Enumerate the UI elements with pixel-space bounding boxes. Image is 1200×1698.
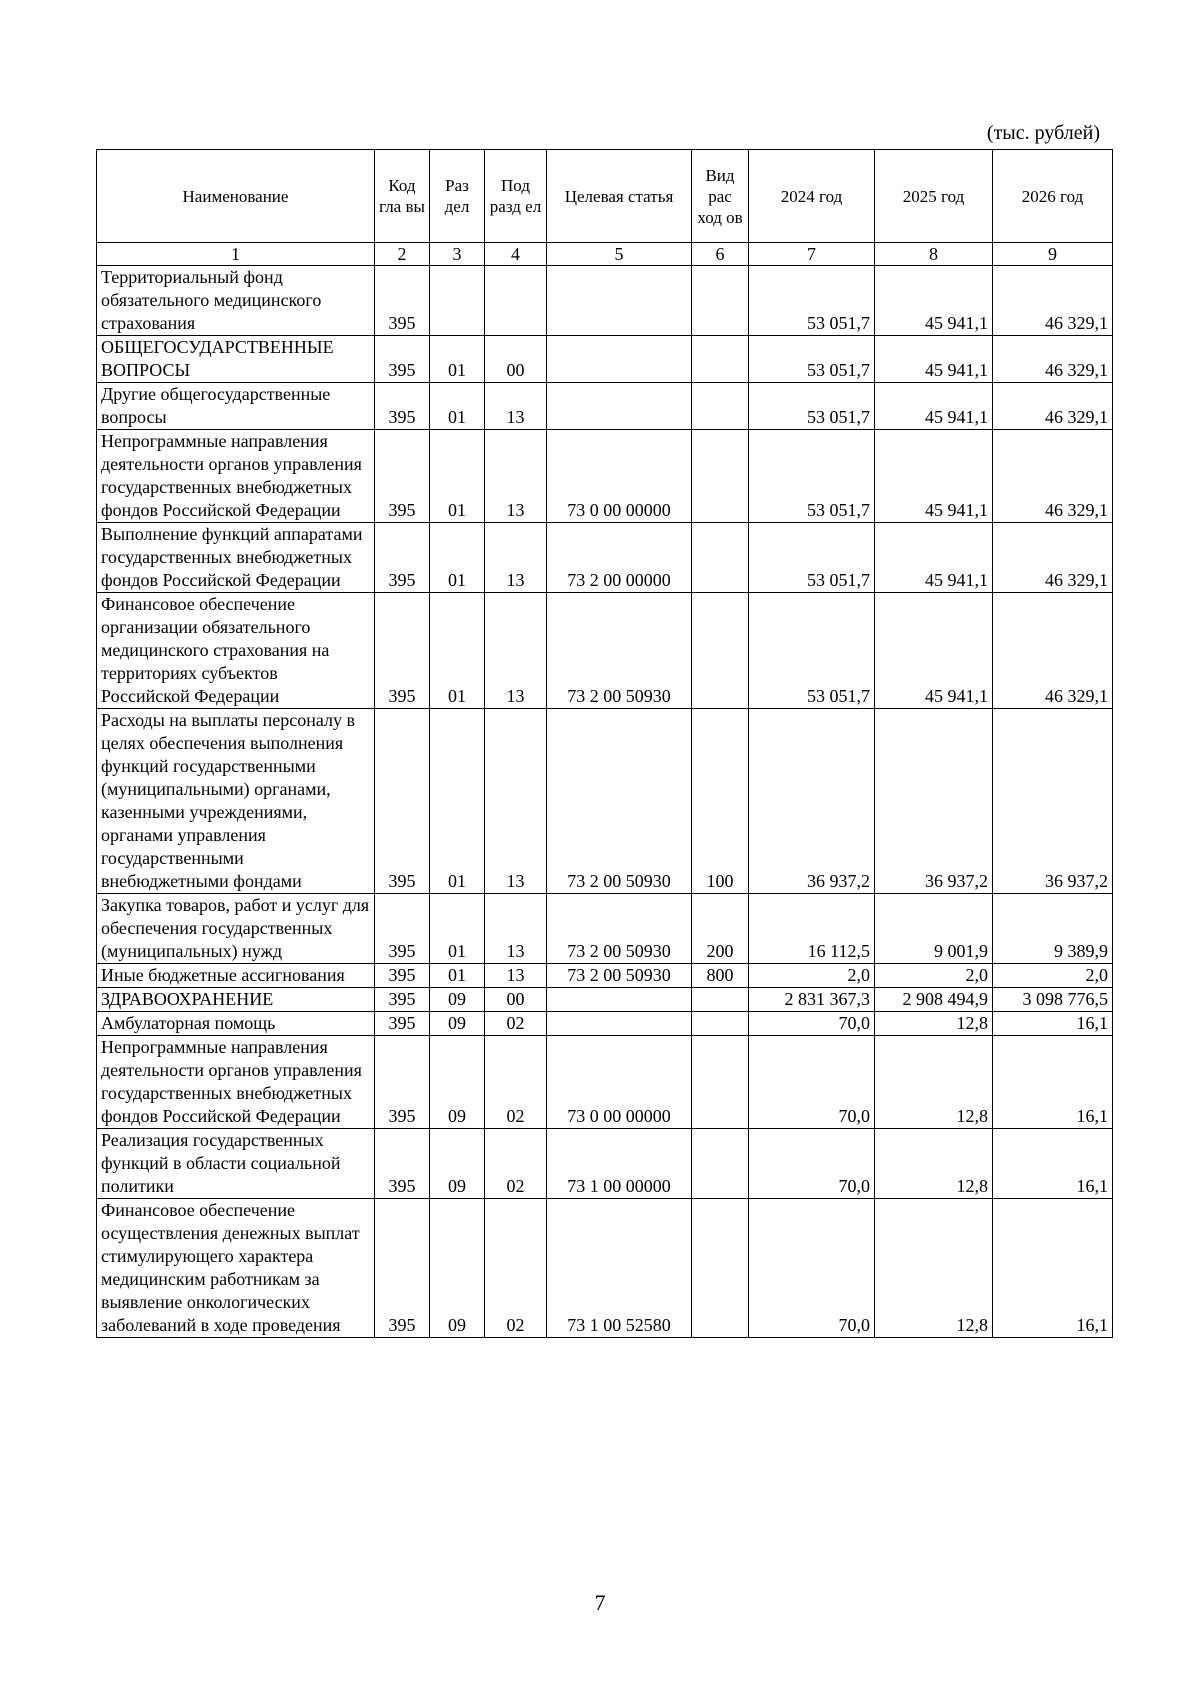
row-amount-2024: 70,0 <box>749 1199 875 1338</box>
budget-table <box>96 149 1113 1338</box>
row-amount-2025: 12,8 <box>875 1012 993 1036</box>
header-row <box>97 150 1113 243</box>
row-section: 09 <box>430 1036 485 1129</box>
row-amount-2024: 70,0 <box>749 1012 875 1036</box>
row-subsection: 13 <box>485 709 547 894</box>
row-amount-2025: 2 908 494,9 <box>875 988 993 1012</box>
row-code: 395 <box>375 1012 430 1036</box>
row-expense-type <box>692 1012 749 1036</box>
row-subsection: 13 <box>485 593 547 709</box>
row-name: Расходы на выплаты персоналу в целях обеспечения выполнения функций государственными (муниципальными) органами, казенными учреждениями, органами управления государственными внебюджетными фондами <box>97 709 375 894</box>
row-name: Другие общегосударственные вопросы <box>97 383 375 430</box>
row-amount-2024: 53 051,7 <box>749 336 875 383</box>
row-amount-2025: 12,8 <box>875 1129 993 1199</box>
row-section: 01 <box>430 383 485 430</box>
row-name: Финансовое обеспечение организации обязательного медицинского страхования на территориях субъектов Российской Федерации <box>97 593 375 709</box>
table-row <box>97 383 1113 430</box>
row-target: 73 2 00 50930 <box>547 894 692 964</box>
header-name: Наименование <box>97 150 375 243</box>
row-code: 395 <box>375 383 430 430</box>
row-code: 395 <box>375 266 430 336</box>
row-section: 01 <box>430 430 485 523</box>
row-amount-2025: 45 941,1 <box>875 430 993 523</box>
row-amount-2024: 16 112,5 <box>749 894 875 964</box>
row-name: Непрограммные направления деятельности органов управления государственных внебюджетных фондов Российской Федерации <box>97 1036 375 1129</box>
row-expense-type <box>692 1036 749 1129</box>
column-number: 6 <box>692 243 749 266</box>
header-target: Целевая статья <box>547 150 692 243</box>
row-amount-2024: 36 937,2 <box>749 709 875 894</box>
row-expense-type <box>692 383 749 430</box>
column-number: 5 <box>547 243 692 266</box>
table-row <box>97 988 1113 1012</box>
row-amount-2026: 16,1 <box>993 1036 1113 1129</box>
header-expense-type: Вид рас ход ов <box>692 150 749 243</box>
row-amount-2024: 70,0 <box>749 1129 875 1199</box>
row-amount-2026: 16,1 <box>993 1199 1113 1338</box>
table-row <box>97 430 1113 523</box>
row-subsection: 13 <box>485 523 547 593</box>
row-code: 395 <box>375 336 430 383</box>
row-amount-2026: 16,1 <box>993 1129 1113 1199</box>
table-row <box>97 964 1113 988</box>
row-subsection: 13 <box>485 430 547 523</box>
row-subsection: 00 <box>485 336 547 383</box>
table-row <box>97 593 1113 709</box>
row-code: 395 <box>375 430 430 523</box>
column-number: 3 <box>430 243 485 266</box>
header-2025: 2025 год <box>875 150 993 243</box>
row-target: 73 2 00 50930 <box>547 593 692 709</box>
row-name: Закупка товаров, работ и услуг для обеспечения государственных (муниципальных) нужд <box>97 894 375 964</box>
row-amount-2026: 9 389,9 <box>993 894 1113 964</box>
row-section: 01 <box>430 964 485 988</box>
row-name: Финансовое обеспечение осуществления денежных выплат стимулирующего характера медицинским работникам за выявление онкологических заболеваний в ходе проведения <box>97 1199 375 1338</box>
row-expense-type <box>692 593 749 709</box>
row-code: 395 <box>375 988 430 1012</box>
column-number-row <box>97 243 1113 266</box>
row-expense-type <box>692 266 749 336</box>
row-amount-2026: 46 329,1 <box>993 523 1113 593</box>
row-name: ЗДРАВООХРАНЕНИЕ <box>97 988 375 1012</box>
row-name: Амбулаторная помощь <box>97 1012 375 1036</box>
row-expense-type <box>692 430 749 523</box>
row-section: 01 <box>430 709 485 894</box>
row-amount-2025: 45 941,1 <box>875 523 993 593</box>
row-name: Иные бюджетные ассигнования <box>97 964 375 988</box>
row-section: 01 <box>430 523 485 593</box>
row-target: 73 1 00 00000 <box>547 1129 692 1199</box>
row-name: Территориальный фонд обязательного медицинского страхования <box>97 266 375 336</box>
row-target: 73 0 00 00000 <box>547 430 692 523</box>
units-label: (тыс. рублей) <box>986 122 1100 144</box>
column-number: 1 <box>97 243 375 266</box>
row-expense-type: 100 <box>692 709 749 894</box>
row-amount-2025: 12,8 <box>875 1036 993 1129</box>
table-row <box>97 894 1113 964</box>
row-code: 395 <box>375 894 430 964</box>
table-row <box>97 1012 1113 1036</box>
row-amount-2024: 2,0 <box>749 964 875 988</box>
row-amount-2026: 46 329,1 <box>993 593 1113 709</box>
row-amount-2024: 53 051,7 <box>749 523 875 593</box>
column-number: 7 <box>749 243 875 266</box>
table-body <box>97 266 1113 1338</box>
column-number: 4 <box>485 243 547 266</box>
table-row <box>97 1036 1113 1129</box>
table-row <box>97 523 1113 593</box>
row-amount-2024: 53 051,7 <box>749 593 875 709</box>
row-subsection: 02 <box>485 1129 547 1199</box>
row-code: 395 <box>375 709 430 894</box>
row-section: 09 <box>430 988 485 1012</box>
row-name: Выполнение функций аппаратами государственных внебюджетных фондов Российской Федерации <box>97 523 375 593</box>
row-subsection: 02 <box>485 1012 547 1036</box>
row-subsection: 02 <box>485 1036 547 1129</box>
row-target <box>547 336 692 383</box>
header-code: Код гла вы <box>375 150 430 243</box>
row-amount-2025: 45 941,1 <box>875 593 993 709</box>
row-code: 395 <box>375 593 430 709</box>
row-amount-2025: 45 941,1 <box>875 266 993 336</box>
column-number: 2 <box>375 243 430 266</box>
row-code: 395 <box>375 1199 430 1338</box>
row-section: 01 <box>430 336 485 383</box>
row-target <box>547 266 692 336</box>
row-section: 01 <box>430 593 485 709</box>
row-expense-type: 800 <box>692 964 749 988</box>
header-subsection: Под разд ел <box>485 150 547 243</box>
row-amount-2024: 2 831 367,3 <box>749 988 875 1012</box>
row-target: 73 2 00 50930 <box>547 709 692 894</box>
row-amount-2025: 36 937,2 <box>875 709 993 894</box>
row-target <box>547 988 692 1012</box>
row-amount-2026: 46 329,1 <box>993 383 1113 430</box>
row-amount-2024: 53 051,7 <box>749 383 875 430</box>
table-row <box>97 1129 1113 1199</box>
row-target: 73 2 00 50930 <box>547 964 692 988</box>
row-expense-type <box>692 1129 749 1199</box>
row-code: 395 <box>375 964 430 988</box>
row-name: ОБЩЕГОСУДАРСТВЕННЫЕ ВОПРОСЫ <box>97 336 375 383</box>
row-section <box>430 266 485 336</box>
row-code: 395 <box>375 523 430 593</box>
header-2026: 2026 год <box>993 150 1113 243</box>
row-amount-2024: 53 051,7 <box>749 430 875 523</box>
column-number: 8 <box>875 243 993 266</box>
row-expense-type <box>692 523 749 593</box>
table-row <box>97 1199 1113 1338</box>
row-code: 395 <box>375 1129 430 1199</box>
row-expense-type <box>692 988 749 1012</box>
row-expense-type <box>692 336 749 383</box>
column-number: 9 <box>993 243 1113 266</box>
row-subsection: 13 <box>485 964 547 988</box>
row-target <box>547 1012 692 1036</box>
row-name: Реализация государственных функций в области социальной политики <box>97 1129 375 1199</box>
row-subsection: 00 <box>485 988 547 1012</box>
row-code: 395 <box>375 1036 430 1129</box>
row-section: 09 <box>430 1012 485 1036</box>
row-amount-2024: 53 051,7 <box>749 266 875 336</box>
row-amount-2024: 70,0 <box>749 1036 875 1129</box>
row-target <box>547 383 692 430</box>
row-expense-type <box>692 1199 749 1338</box>
row-amount-2026: 46 329,1 <box>993 336 1113 383</box>
row-section: 01 <box>430 894 485 964</box>
table-row <box>97 266 1113 336</box>
row-section: 09 <box>430 1129 485 1199</box>
row-amount-2026: 3 098 776,5 <box>993 988 1113 1012</box>
row-target: 73 0 00 00000 <box>547 1036 692 1129</box>
row-subsection <box>485 266 547 336</box>
row-amount-2025: 9 001,9 <box>875 894 993 964</box>
row-amount-2025: 45 941,1 <box>875 383 993 430</box>
row-subsection: 13 <box>485 894 547 964</box>
row-amount-2026: 46 329,1 <box>993 430 1113 523</box>
row-amount-2026: 2,0 <box>993 964 1113 988</box>
row-amount-2025: 2,0 <box>875 964 993 988</box>
header-section: Раз дел <box>430 150 485 243</box>
header-2024: 2024 год <box>749 150 875 243</box>
row-amount-2025: 45 941,1 <box>875 336 993 383</box>
row-amount-2026: 36 937,2 <box>993 709 1113 894</box>
page-number: 7 <box>594 1590 606 1615</box>
row-amount-2026: 46 329,1 <box>993 266 1113 336</box>
row-amount-2026: 16,1 <box>993 1012 1113 1036</box>
row-target: 73 2 00 00000 <box>547 523 692 593</box>
row-subsection: 13 <box>485 383 547 430</box>
table-row <box>97 709 1113 894</box>
row-amount-2025: 12,8 <box>875 1199 993 1338</box>
row-subsection: 02 <box>485 1199 547 1338</box>
row-expense-type: 200 <box>692 894 749 964</box>
row-section: 09 <box>430 1199 485 1338</box>
row-target: 73 1 00 52580 <box>547 1199 692 1338</box>
row-name: Непрограммные направления деятельности органов управления государственных внебюджетных фондов Российской Федерации <box>97 430 375 523</box>
table-row <box>97 336 1113 383</box>
